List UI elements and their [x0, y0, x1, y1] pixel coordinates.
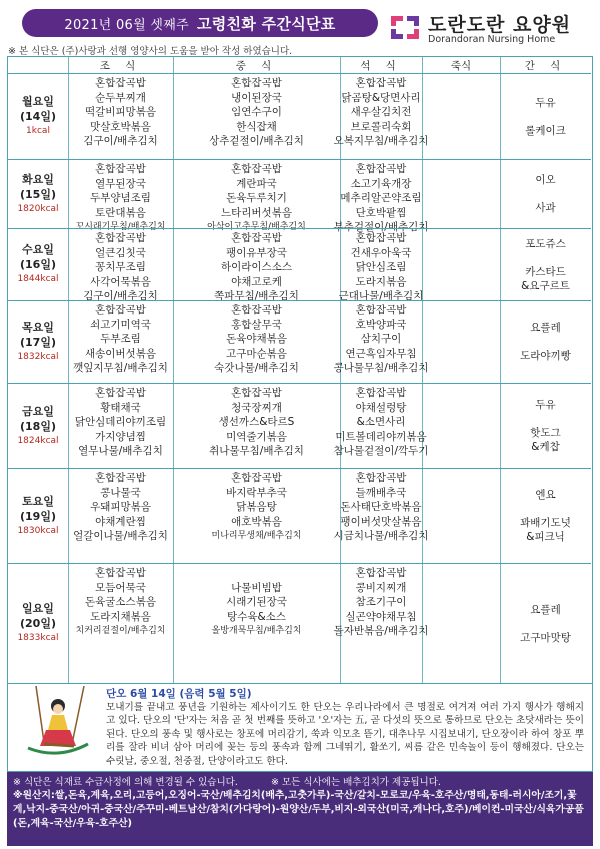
menu-item: 참조기구이 [355, 596, 407, 609]
menu-item: 혼합잡곡밥 [95, 163, 146, 175]
menu-item: 하이라이스소스 [220, 261, 292, 274]
brand-logo [388, 10, 598, 46]
menu-item: 김구이/배추김치 [83, 290, 158, 303]
festival-info-box [7, 684, 593, 772]
snack-item: &요구르트 [521, 279, 570, 292]
menu-item: 혼합잡곡밥 [355, 387, 407, 399]
menu-item: 돈육굴소스볶음 [84, 596, 156, 609]
menu-item: 애호박볶음 [231, 515, 282, 528]
snack-item: 꽈배기도넛 [520, 517, 571, 529]
menu-item: 오복지무침/배추김치 [333, 135, 429, 148]
day-row [8, 73, 591, 159]
breakfast-menu-cell [68, 566, 173, 639]
menu-item: 상추겉절이/배추김치 [209, 135, 304, 148]
footer-origin-box [7, 772, 593, 846]
breakfast-menu-cell [68, 303, 173, 376]
menu-item: 닭곰탕&당면사리 [341, 91, 421, 104]
menu-item: 새우살김치전 [350, 106, 412, 119]
menu-item: 우돼피망볶음 [90, 501, 151, 514]
snack-item: 요플레 [530, 603, 561, 616]
menu-item: 청국장찌개 [231, 401, 282, 414]
menu-item: 도라지채볶음 [90, 610, 151, 623]
day-label-cell [8, 229, 68, 300]
menu-item: 혼합잡곡밥 [355, 304, 407, 316]
snack-item [544, 412, 547, 426]
menu-item: 혼합잡곡밥 [95, 232, 146, 244]
menu-item: 혼합잡곡밥 [231, 232, 282, 244]
menu-item: 한식잡채 [236, 120, 277, 133]
menu-item: 떡갈비피망볶음 [84, 106, 156, 119]
menu-item: 돌자반볶음/배추김치 [333, 625, 429, 638]
dinner-menu-cell [333, 162, 429, 235]
menu-item: 홍합살무국 [231, 318, 282, 331]
menu-item: 깻잎지무침/배추김치 [73, 362, 168, 375]
menu-item: 미나리무생채/배추김치 [211, 531, 302, 542]
menu-item: 사각어묵볶음 [90, 275, 151, 288]
menu-item: 들깨배추국 [355, 486, 407, 499]
menu-item: 시래기된장국 [226, 596, 287, 609]
snack-item: 두유 [535, 96, 556, 109]
breakfast-menu-cell [68, 231, 173, 304]
snack-item: 고구마맛탕 [520, 631, 571, 644]
kimchi-note: ※ 모든 식사에는 배추김치가 제공됩니다. [271, 777, 441, 788]
menu-item: &소면사리 [356, 416, 406, 429]
menu-item: 단호박팥찜 [355, 206, 407, 219]
snack-item: 요플레 [530, 322, 561, 334]
menu-item: 콩나물국 [100, 486, 141, 499]
menu-item: 쇠고기미역국 [90, 318, 151, 331]
dietitian-notice: ※ 본 식단은 (주)사랑과 선행 영양사의 도움을 받아 작성 하였습니다. [8, 46, 293, 57]
menu-item: 냉이된장국 [231, 91, 282, 104]
day-kcal: 1830kcal [17, 525, 59, 536]
menu-item: 시금치나물/배추김치 [333, 530, 429, 543]
day-kcal: 1820kcal [17, 203, 59, 214]
menu-item: 얼갈이나물/배추김치 [73, 530, 168, 543]
menu-item: 혼합잡곡밥 [355, 77, 407, 89]
menu-item: 근대나물/배추김치 [338, 290, 424, 303]
column-header-breakfast: 조 식 [68, 57, 173, 73]
menu-item: 열무된장국 [95, 177, 146, 190]
menu-item: 혼합잡곡밥 [95, 472, 146, 484]
menu-item: 혼합잡곡밥 [231, 472, 282, 484]
day-name: 금요일 [22, 404, 54, 418]
snack-item: 엔요 [535, 489, 556, 501]
brand-name: 도란도란 요양원 [428, 14, 572, 36]
year-month-label: 2021년 06월 셋째주 [64, 17, 189, 33]
column-header-porridge: 죽식 [422, 57, 500, 73]
menu-item: 혼합잡곡밥 [355, 163, 407, 175]
menu-item: 탕수육&소스 [227, 610, 286, 623]
menu-item: 토란대볶음 [95, 206, 146, 219]
menu-title: 고령친화 주간식단표 [196, 14, 336, 33]
menu-item: 취나물무침/배추김치 [209, 445, 304, 458]
snack-item: &케찹 [531, 441, 560, 453]
menu-item: 닭볶음탕 [236, 501, 277, 514]
swing-girl-illustration-icon [14, 686, 98, 768]
day-kcal: 1844kcal [17, 274, 59, 284]
menu-item: 실곤약야채무침 [345, 610, 417, 623]
menu-item: 메추리알곤약조림 [340, 192, 422, 205]
menu-item: 도라지볶음 [355, 275, 407, 288]
menu-item: 혼합잡곡밥 [355, 472, 407, 484]
snack-item [544, 110, 547, 124]
day-label-cell [8, 564, 68, 683]
day-label-cell [8, 74, 68, 159]
dinner-menu-cell [333, 303, 429, 376]
day-kcal: 1833kcal [17, 633, 59, 643]
menu-item: 닭안심데리야끼조림 [74, 416, 167, 429]
festival-title: 단오 6월 14일 (음력 5월 5일) [106, 688, 252, 700]
menu-item: 계란파국 [236, 177, 277, 190]
menu-item: 얼큰김칫국 [95, 246, 146, 259]
day-kcal: 1832kcal [17, 351, 59, 362]
menu-item: 모듬어묵국 [95, 581, 146, 594]
dinner-menu-cell [333, 566, 429, 639]
menu-item: 올방개묵무침/배추김치 [211, 626, 302, 637]
menu-item: 아삭이고추무침/배추김치 [207, 222, 306, 233]
snack-item [544, 617, 547, 631]
day-row [8, 159, 591, 234]
day-date: (20일) [20, 617, 56, 630]
snack-item: 사과 [535, 202, 556, 214]
menu-item: 미트볼데리야끼볶음 [335, 430, 427, 443]
day-date: (16일) [20, 258, 56, 271]
menu-item: 혼합잡곡밥 [231, 304, 282, 316]
day-name: 일요일 [22, 602, 54, 615]
menu-item: 열무나물/배추김치 [78, 445, 163, 458]
menu-item: 콩나물무침/배추김치 [333, 362, 429, 375]
menu-item: 혼합잡곡밥 [355, 232, 407, 244]
snack-item [544, 335, 547, 349]
column-header-snack: 간 식 [500, 57, 591, 73]
snack-item [544, 187, 547, 201]
lunch-menu-cell [173, 386, 340, 459]
column-header-dinner: 석 식 [340, 57, 422, 73]
ingredient-origin-list: ※원산지:쌀,돈육,계육,오리,고등어,오징어-국산/배추김치(배추,고춧가루)-국산/갈치-모로코/우육-호주산/명태,동태-러시아/조기,꽃게,낙지-중국산/아귀-중국산/주꾸미-베트남산/참치(가다랑어)-원양산/두부,비지-외국산(미국,캐나다,호주)/베이컨-미국산/식육가공품(돈,계육-국산/우육-호주산) [13, 790, 584, 829]
menu-item: 혼합잡곡밥 [95, 304, 146, 316]
snack-item: 롤케이크 [525, 124, 566, 137]
brand-subtitle: Dorandoran Nursing Home [428, 34, 556, 45]
menu-title-banner [22, 9, 378, 37]
menu-item: 김구이/배추김치 [83, 135, 158, 148]
menu-item: 소고기육개장 [350, 177, 412, 190]
menu-item: 두부양념조림 [90, 192, 151, 205]
breakfast-menu-cell [68, 386, 173, 459]
dinner-menu-cell [340, 231, 422, 304]
day-name: 목요일 [22, 320, 54, 334]
lunch-menu-cell [173, 76, 340, 149]
snack-cell [500, 160, 591, 228]
breakfast-menu-cell [68, 471, 173, 544]
day-label-cell [8, 160, 68, 228]
lunch-menu-cell [173, 303, 340, 376]
day-kcal: 1824kcal [17, 435, 59, 446]
day-date: (19일) [20, 509, 56, 523]
menu-item: 꽁치무조림 [95, 261, 146, 274]
menu-item: 닭안심조림 [355, 261, 407, 274]
menu-item: 혼합잡곡밥 [231, 77, 282, 89]
menu-item: 팽이버섯맛살볶음 [340, 515, 422, 528]
menu-item: 돈육두루치기 [226, 192, 287, 205]
menu-item: 바지락부추국 [226, 486, 287, 499]
menu-item: 두부조림 [100, 333, 141, 346]
lunch-menu-cell [173, 231, 340, 304]
menu-item: 콩비지찌개 [355, 581, 407, 594]
menu-item: 꼬시래기무침/배추김치 [75, 222, 166, 233]
menu-item: 생선까스&타르S [218, 416, 295, 429]
menu-item: 참나물겉절이/깍두기 [333, 445, 429, 458]
menu-item [255, 566, 258, 581]
day-label-cell [8, 301, 68, 383]
lunch-menu-cell [173, 162, 340, 235]
menu-item: 삼치구이 [360, 333, 402, 346]
menu-item: 브로콜리숙회 [350, 120, 412, 133]
day-row [8, 468, 591, 563]
menu-item: 맛살호박볶음 [90, 120, 151, 133]
snack-item: &피크닉 [526, 531, 565, 543]
day-kcal: 1kcal [26, 126, 50, 136]
dinner-menu-cell [333, 76, 429, 149]
menu-item: 혼합잡곡밥 [355, 567, 407, 579]
day-row [8, 563, 591, 683]
menu-item: 순두부찌개 [95, 91, 146, 104]
snack-cell [500, 384, 591, 468]
menu-item: 쪽파무침/배추김치 [214, 290, 299, 303]
menu-item: 팽이유부장국 [226, 246, 287, 259]
snack-item [544, 251, 547, 265]
day-date: (15일) [20, 187, 56, 201]
snack-item: 두유 [535, 399, 556, 411]
dinner-menu-cell [333, 386, 429, 459]
menu-item: 가지양념찜 [95, 430, 146, 443]
day-row [8, 383, 591, 468]
snack-cell [500, 229, 591, 300]
menu-item: 야채계란찜 [95, 515, 146, 528]
snack-cell [500, 564, 591, 683]
weekly-menu-table [7, 56, 593, 684]
menu-item: 호박양파국 [355, 318, 407, 331]
menu-item: 나물비빔밥 [231, 581, 282, 594]
menu-item: 혼합잡곡밥 [231, 163, 282, 175]
snack-item: 핫도그 [530, 427, 561, 439]
day-name: 토요일 [22, 494, 54, 508]
house-logo-icon [388, 12, 422, 42]
snack-cell [500, 301, 591, 383]
menu-item: 혼합잡곡밥 [231, 387, 282, 399]
lunch-menu-cell [173, 566, 340, 639]
day-date: (14일) [20, 110, 56, 123]
menu-item: 야채설렁탕 [355, 401, 407, 414]
snack-item: 포도쥬스 [525, 237, 566, 250]
menu-item: 혼합잡곡밥 [95, 77, 146, 89]
menu-item: 임연수구이 [231, 106, 282, 119]
menu-item: 야채고로케 [231, 275, 282, 288]
snack-item: 도라야끼빵 [520, 350, 571, 362]
day-row [8, 300, 591, 383]
menu-item: 미역줄기볶음 [226, 430, 287, 443]
festival-description: 모내기를 끝내고 풍년을 기원하는 제사이기도 한 단오는 우리나라에서 큰 명절로 여겨져 여러 가지 행사가 행해지고 있다. 단오의 '단'자는 처음 곧 첫 번째를 뜻하고 '오'자는 五, 곧 다섯의 뜻으로 통하므로 단오는 초닷새라는 뜻이 된다. 단오의 풍속 및 행사로는 창포에 머리감기, 쑥과 익모초 뜯기, 대추나무 시집보내기, 단오장이라 하여 창포 뿌리를 잘라 비녀 삼아 머리에 꽂는 등의 풍속과 함께 그네뛰기, 활쏘기, 씨름 같은 민속놀이 등이 행해졌다. 단오는 수릿날, 중오절, 천중절, 단양이라고도 한다. [106, 702, 584, 767]
page-header [0, 0, 600, 57]
day-label-cell [8, 469, 68, 563]
day-name: 월요일 [22, 95, 54, 108]
menu-item: 부추겉절이/배추김치 [333, 221, 429, 234]
snack-item: 이오 [535, 174, 556, 186]
snack-item: 카스타드 [525, 265, 566, 278]
menu-item: 고구마순볶음 [226, 347, 287, 360]
day-name: 수요일 [22, 243, 54, 256]
menu-item: 돈육야채볶음 [226, 333, 287, 346]
lunch-menu-cell [173, 471, 340, 544]
day-date: (18일) [20, 419, 56, 433]
menu-item: 연근흑임자무침 [345, 347, 417, 360]
snack-item [544, 502, 547, 516]
menu-item: 숙갓나물/배추김치 [214, 362, 299, 375]
day-date: (17일) [20, 335, 56, 349]
column-header-lunch: 중 식 [173, 57, 340, 73]
breakfast-menu-cell [68, 76, 173, 149]
menu-item: 건새우아욱국 [350, 246, 412, 259]
breakfast-menu-cell [68, 162, 173, 235]
menu-item: 치커리겉절이/배추김치 [75, 626, 166, 637]
day-row [8, 228, 591, 303]
menu-change-note: ※ 식단은 식재료 수급사정에 의해 변경될 수 있습니다. [13, 777, 238, 788]
menu-item: 혼합잡곡밥 [95, 567, 146, 579]
day-label-cell [8, 384, 68, 468]
menu-item: 황태채국 [100, 401, 141, 414]
day-name: 화요일 [22, 172, 54, 186]
snack-cell [500, 74, 591, 159]
menu-item: 느타리버섯볶음 [220, 206, 292, 219]
menu-item: 혼합잡곡밥 [95, 387, 146, 399]
menu-item: 돈사태단호박볶음 [340, 501, 422, 514]
dinner-menu-cell [333, 471, 429, 544]
snack-cell [500, 469, 591, 563]
menu-item: 새송이버섯볶음 [84, 347, 156, 360]
